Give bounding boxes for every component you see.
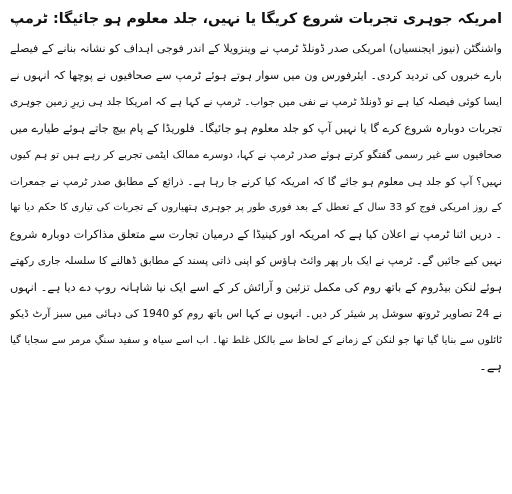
article-line: ٹائلوں سے بنایا گیا تھا جو لنکن کے زمانے کے لحاظ سے بالکل غلط تھا۔ اب اسے سیاہ و سفید سنگِ مرمر سے سجایا گیا [10, 334, 502, 346]
article-line: نہیں کیے جائیں گے۔ ٹرمپ نے ایک بار پھر وائٹ ہاؤس کو اپنی ذاتی پسند کے مطابق ڈھالنے کا سلسلہ جاری رکھتے [10, 255, 502, 267]
article-line: واشنگٹن (نیوز ایجنسیاں) امریکی صدر ڈونلڈ ٹرمپ نے وینزویلا کے اندر فوجی اہداف کو نشانہ بنانے کے فیصلے [10, 42, 502, 55]
article-line: ۔ دریں اثنا ٹرمپ نے اعلان کیا ہے کہ امریکہ اور کینیڈا کے درمیان تجارت سے متعلق مذاکرات دوبارہ شروع [10, 227, 502, 241]
article-line: صحافیوں سے غیر رسمی گفتگو کرتے ہوئے صدر ٹرمپ نے کہا، دوسرے ممالک ایٹمی تجربے کر رہے ہیں تو ہم کیوں [10, 149, 502, 161]
article-line: نے 24 تصاویر ٹروتھ سوشل پر شیئر کر دیں۔ انہوں نے کہا اس باتھ روم کو 1940 کی دہائی میں سبز آرٹ ڈیکو [10, 308, 502, 320]
article-line: ہوئے لنکن بیڈروم کے باتھ روم کی مکمل تزئین و آرائش کر کے اسے ایک نیا شاہانہ روپ دے دیا ہے۔ انہوں [10, 280, 502, 294]
article-body [10, 36, 502, 381]
article-line: کے روز امریکی فوج کو 33 سال کے تعطل کے بعد فوری طور پر جوہری ہتھیاروں کے تجربات کی تیاری کا حکم دیا تھا [10, 202, 502, 213]
article-line: تجربات دوبارہ شروع کرے گا یا نہیں آپ کو جلد معلوم ہو جائیگا۔ فلوریڈا کے پام بیچ جاتے ہوئے طیارے میں [10, 121, 502, 135]
article-line: نہیں؟ آپ کو جلد ہی معلوم ہو جائے گا کہ امریکہ کیا کرنے جا رہا ہے۔ ذرائع کے مطابق صدر ٹرمپ نے جمعرات [10, 175, 502, 188]
article-line: بارے خبروں کی تردید کردی۔ ایئرفورس ون میں سوار ہوتے ہوئے ٹرمپ سے صحافیوں نے پوچھا کہ انہوں نے [10, 68, 502, 82]
article-line-last: ہے۔ [479, 359, 502, 374]
article-line: ایسا کوئی فیصلہ کیا ہے تو ڈونلڈ ٹرمپ نے نفی میں جواب۔ ٹرمپ نے کہا ہے کہ امریکا جلد ہی زیرِ زمین جوہری [10, 96, 502, 108]
headline: امریکہ جوہری تجربات شروع کریگا یا نہیں، جلد معلوم ہو جائیگا: ٹرمپ [10, 11, 502, 27]
